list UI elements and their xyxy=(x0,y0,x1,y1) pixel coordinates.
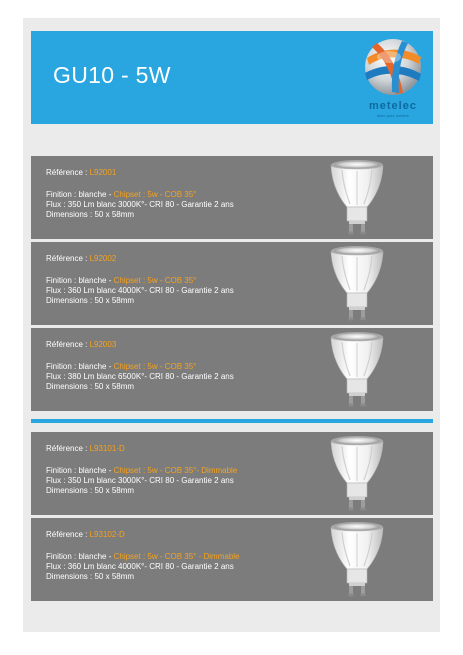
product-details xyxy=(46,530,240,582)
reference-code: L92003 xyxy=(89,340,117,349)
reference-line xyxy=(46,254,234,264)
section-divider xyxy=(31,419,433,423)
product-details xyxy=(46,168,234,220)
finish-line xyxy=(46,190,234,200)
reference-label: Référence : xyxy=(46,444,90,453)
finish-label: Finition : blanche - xyxy=(46,362,114,371)
gu10-bulb-image xyxy=(328,520,386,598)
finish-label: Finition : blanche - xyxy=(46,190,114,199)
flux-label: Flux : xyxy=(46,562,68,571)
chipset-value: 5w - COB 35° xyxy=(147,190,197,199)
reference-label: Référence : xyxy=(46,530,90,539)
finish-label: Finition : blanche - xyxy=(46,276,114,285)
finish-line xyxy=(46,466,237,476)
dimensions-value: 50 x 58mm xyxy=(94,296,135,305)
flux-line xyxy=(46,286,234,296)
flux-line xyxy=(46,372,234,382)
dimensions-line xyxy=(46,572,240,582)
finish-line xyxy=(46,552,240,562)
flux-value: 360 Lm blanc 4000K°- CRI 80 - Garantie 2 ans xyxy=(67,562,234,571)
reference-code: L92002 xyxy=(89,254,117,263)
reference-line xyxy=(46,444,237,454)
flux-label: Flux : xyxy=(46,476,68,485)
dimensions-label: Dimensions : xyxy=(46,296,95,305)
finish-label: Finition : blanche - xyxy=(46,466,114,475)
dimensions-label: Dimensions : xyxy=(46,572,95,581)
gu10-bulb-image xyxy=(328,244,386,322)
flux-value: 350 Lm blanc 3000K°- CRI 80 - Garantie 2 ans xyxy=(67,200,234,209)
reference-line xyxy=(46,340,234,350)
reference-code: L93102-D xyxy=(89,530,125,539)
product-details xyxy=(46,340,234,392)
dimensions-line xyxy=(46,486,237,496)
chipset-value: 5w - COB 35° xyxy=(147,362,197,371)
reference-code: L92001 xyxy=(89,168,117,177)
flux-line xyxy=(46,476,237,486)
flux-value: 350 Lm blanc 3000K°- CRI 80 - Garantie 2 ans xyxy=(67,476,234,485)
flux-line xyxy=(46,562,240,572)
reference-code: L93101-D xyxy=(89,444,125,453)
product-card xyxy=(31,518,433,601)
dimensions-value: 50 x 58mm xyxy=(94,210,135,219)
chipset-value: 5w - COB 35° - Dimmable xyxy=(147,552,240,561)
dimensions-label: Dimensions : xyxy=(46,486,95,495)
dimensions-line xyxy=(46,296,234,306)
reference-label: Référence : xyxy=(46,168,90,177)
dimensions-value: 50 x 58mm xyxy=(94,486,135,495)
chipset-label: Chipset : xyxy=(113,466,148,475)
chipset-label: Chipset : xyxy=(113,552,148,561)
product-card xyxy=(31,242,433,325)
finish-line xyxy=(46,276,234,286)
flux-label: Flux : xyxy=(46,200,68,209)
product-card xyxy=(31,432,433,515)
globe-logo-icon xyxy=(353,33,433,101)
chipset-label: Chipset : xyxy=(113,362,148,371)
dimensions-line xyxy=(46,382,234,392)
dimensions-line xyxy=(46,210,234,220)
finish-label: Finition : blanche - xyxy=(46,552,114,561)
chipset-label: Chipset : xyxy=(113,190,148,199)
chipset-value: 5w - COB 35° xyxy=(147,276,197,285)
gu10-bulb-image xyxy=(328,158,386,236)
dimensions-value: 50 x 58mm xyxy=(94,572,135,581)
dimensions-label: Dimensions : xyxy=(46,382,95,391)
chipset-label: Chipset : xyxy=(113,276,148,285)
reference-line xyxy=(46,168,234,178)
header-banner xyxy=(31,31,433,124)
flux-value: 360 Lm blanc 4000K°- CRI 80 - Garantie 2 ans xyxy=(67,286,234,295)
chipset-value: 5w - COB 35°- Dimmable xyxy=(147,466,238,475)
dimensions-value: 50 x 58mm xyxy=(94,382,135,391)
product-details xyxy=(46,254,234,306)
flux-label: Flux : xyxy=(46,286,68,295)
flux-label: Flux : xyxy=(46,372,68,381)
reference-line xyxy=(46,530,240,540)
product-card xyxy=(31,328,433,411)
reference-label: Référence : xyxy=(46,340,90,349)
gu10-bulb-image xyxy=(328,434,386,512)
logo-tagline: déco pour lumière xyxy=(376,113,410,118)
flux-line xyxy=(46,200,234,210)
reference-label: Référence : xyxy=(46,254,90,263)
finish-line xyxy=(46,362,234,372)
brand-logo xyxy=(353,33,433,123)
product-details xyxy=(46,444,237,496)
dimensions-label: Dimensions : xyxy=(46,210,95,219)
logo-wordmark: metelec xyxy=(369,100,417,112)
flux-value: 380 Lm blanc 6500K°- CRI 80 - Garantie 2 ans xyxy=(67,372,234,381)
product-card xyxy=(31,156,433,239)
page-title: GU10 - 5W xyxy=(53,62,171,88)
gu10-bulb-image xyxy=(328,330,386,408)
